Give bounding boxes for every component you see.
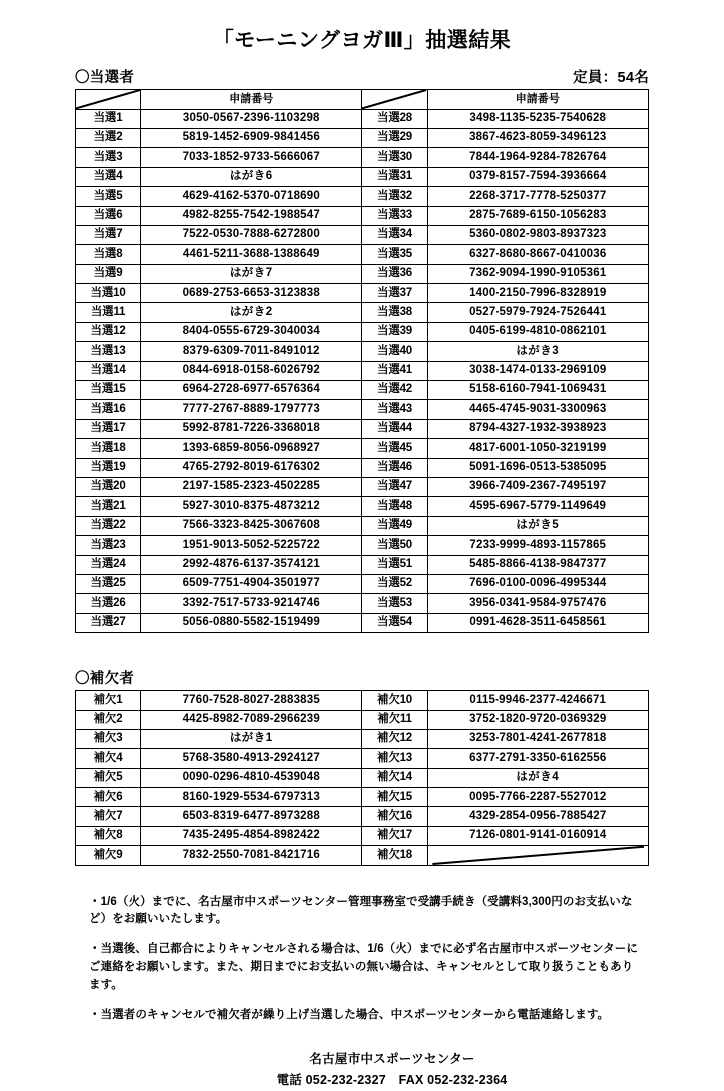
winner-left-label: 当選13: [76, 342, 141, 361]
winner-right-label: 当選35: [362, 245, 427, 264]
winner-left-label: 当選22: [76, 516, 141, 535]
winner-right-value: はがき3: [427, 342, 648, 361]
waitlist-right-label: 補欠16: [362, 807, 427, 826]
table-row: [76, 342, 649, 361]
table-row: [76, 361, 649, 380]
waitlist-left-value: 6503-8319-6477-8973288: [141, 807, 362, 826]
table-row: [76, 613, 649, 632]
winner-left-value: 7033-1852-9733-5666067: [141, 148, 362, 167]
note-item: ・1/6（火）までに、名古屋市中スポーツセンター管理事務室で受講手続き（受講料3,300円のお支払いなど）をお願いいたします。: [89, 895, 633, 926]
winner-left-value: 6964-2728-6977-6576364: [141, 381, 362, 400]
winner-right-value: 0527-5979-7924-7526441: [427, 303, 648, 322]
winner-left-value: 0689-2753-6653-3123838: [141, 284, 362, 303]
waitlist-right-label: 補欠11: [362, 710, 427, 729]
waitlist-left-value: 7435-2495-4854-8982422: [141, 826, 362, 845]
winner-right-value: 5091-1696-0513-5385095: [427, 458, 648, 477]
winner-left-value: 7522-0530-7888-6272800: [141, 225, 362, 244]
winner-left-label: 当選12: [76, 322, 141, 341]
waitlist-right-value: 4329-2854-0956-7885427: [427, 807, 648, 826]
winner-left-label: 当選25: [76, 574, 141, 593]
waitlist-left-label: 補欠2: [76, 710, 141, 729]
table-row: [76, 381, 649, 400]
table-row: [76, 536, 649, 555]
winner-right-value: 3498-1135-5235-7540628: [427, 109, 648, 128]
table-row: [76, 187, 649, 206]
winner-left-value: 5992-8781-7226-3368018: [141, 419, 362, 438]
winners-table-header-row: [76, 90, 649, 109]
winner-left-value: はがき2: [141, 303, 362, 322]
winner-left-label: 当選24: [76, 555, 141, 574]
page-title: 「モーニングヨガⅢ」抽選結果: [212, 29, 512, 52]
table-row: [76, 400, 649, 419]
winner-right-label: 当選44: [362, 419, 427, 438]
header-slash-cell-right: [362, 90, 427, 109]
waitlist-left-value: 5768-3580-4913-2924127: [141, 749, 362, 768]
winner-left-label: 当選19: [76, 458, 141, 477]
waitlist-left-value: 7760-7528-8027-2883835: [141, 691, 362, 710]
winner-left-value: 4982-8255-7542-1988547: [141, 206, 362, 225]
waitlist-left-label: 補欠3: [76, 729, 141, 748]
table-row: [76, 109, 649, 128]
table-row: [76, 729, 649, 748]
winner-right-label: 当選50: [362, 536, 427, 555]
table-row: [76, 148, 649, 167]
winner-left-value: 2992-4876-6137-3574121: [141, 555, 362, 574]
winners-heading: 〇当選者: [75, 70, 135, 87]
winner-left-value: 8404-0555-6729-3040034: [141, 322, 362, 341]
table-row: [76, 419, 649, 438]
table-row: [76, 225, 649, 244]
winner-right-label: 当選53: [362, 594, 427, 613]
winner-left-label: 当選11: [76, 303, 141, 322]
winner-right-label: 当選51: [362, 555, 427, 574]
winner-right-label: 当選42: [362, 381, 427, 400]
winner-right-label: 当選39: [362, 322, 427, 341]
winner-left-value: 3050-0567-2396-1103298: [141, 109, 362, 128]
waitlist-section-header: [75, 667, 649, 688]
waitlist-right-label: 補欠10: [362, 691, 427, 710]
waitlist-left-value: 7832-2550-7081-8421716: [141, 846, 362, 865]
winner-left-label: 当選9: [76, 264, 141, 283]
winner-right-value: 4465-4745-9031-3300963: [427, 400, 648, 419]
table-row: [76, 284, 649, 303]
winner-left-label: 当選1: [76, 109, 141, 128]
winner-right-label: 当選48: [362, 497, 427, 516]
winner-right-label: 当選38: [362, 303, 427, 322]
table-row: [76, 458, 649, 477]
winner-left-label: 当選4: [76, 167, 141, 186]
table-row: [76, 749, 649, 768]
note-item: ・当選後、自己都合によりキャンセルされる場合は、1/6（火）までに必ず名古屋市中スポーツセンターにご連絡をお願いします。また、期日までにお支払いの無い場合は、キャンセルとして取り扱うこともあります。: [89, 943, 638, 991]
winner-right-label: 当選49: [362, 516, 427, 535]
table-row: [76, 574, 649, 593]
table-row: [76, 691, 649, 710]
winner-right-label: 当選36: [362, 264, 427, 283]
winner-left-label: 当選6: [76, 206, 141, 225]
winner-right-value: 7233-9999-4893-1157865: [427, 536, 648, 555]
winner-right-value: 7696-0100-0096-4995344: [427, 574, 648, 593]
winner-right-label: 当選45: [362, 439, 427, 458]
winner-right-label: 当選30: [362, 148, 427, 167]
waitlist-right-label: 補欠15: [362, 788, 427, 807]
winner-right-value: 5158-6160-7941-1069431: [427, 381, 648, 400]
winner-left-label: 当選15: [76, 381, 141, 400]
table-row: [76, 768, 649, 787]
table-row: [76, 264, 649, 283]
table-row: [76, 710, 649, 729]
winner-left-value: はがき6: [141, 167, 362, 186]
table-row: [76, 788, 649, 807]
winner-left-value: 0844-6918-0158-6026792: [141, 361, 362, 380]
waitlist-right-value: 3253-7801-4241-2677818: [427, 729, 648, 748]
winner-left-label: 当選14: [76, 361, 141, 380]
winner-left-value: 5819-1452-6909-9841456: [141, 128, 362, 147]
winner-left-value: 3392-7517-5733-9214746: [141, 594, 362, 613]
table-row: [76, 303, 649, 322]
winner-left-value: 6509-7751-4904-3501977: [141, 574, 362, 593]
waitlist-right-label: 補欠12: [362, 729, 427, 748]
winner-right-label: 当選52: [362, 574, 427, 593]
winner-right-value: 7362-9094-1990-9105361: [427, 264, 648, 283]
waitlist-left-value: 4425-8982-7089-2966239: [141, 710, 362, 729]
winner-right-value: 2875-7689-6150-1056283: [427, 206, 648, 225]
winner-left-value: 5927-3010-8375-4873212: [141, 497, 362, 516]
winner-left-label: 当選16: [76, 400, 141, 419]
table-row: [76, 594, 649, 613]
capacity-label: 定員：54名: [573, 70, 649, 87]
winners-column-header-right: 申請番号: [427, 90, 648, 109]
waitlist-right-value: [427, 846, 648, 865]
waitlist-left-label: 補欠9: [76, 846, 141, 865]
table-row: [76, 128, 649, 147]
waitlist-left-value: 0090-0296-4810-4539048: [141, 768, 362, 787]
winner-right-value: 6327-8680-8667-0410036: [427, 245, 648, 264]
winner-left-label: 当選5: [76, 187, 141, 206]
waitlist-left-label: 補欠6: [76, 788, 141, 807]
winner-right-value: 3867-4623-8059-3496123: [427, 128, 648, 147]
winner-right-label: 当選46: [362, 458, 427, 477]
winner-right-value: 3038-1474-0133-2969109: [427, 361, 648, 380]
winner-right-value: 8794-4327-1932-3938923: [427, 419, 648, 438]
waitlist-right-label: 補欠13: [362, 749, 427, 768]
winner-right-value: 2268-3717-7778-5250377: [427, 187, 648, 206]
winner-right-label: 当選43: [362, 400, 427, 419]
winner-left-label: 当選18: [76, 439, 141, 458]
winner-right-label: 当選31: [362, 167, 427, 186]
footer-block: [75, 1049, 649, 1091]
winner-right-value: 0379-8157-7594-3936664: [427, 167, 648, 186]
winner-left-label: 当選27: [76, 613, 141, 632]
waitlist-left-value: はがき1: [141, 729, 362, 748]
winner-left-label: 当選8: [76, 245, 141, 264]
table-row: [76, 167, 649, 186]
winner-right-label: 当選32: [362, 187, 427, 206]
waitlist-right-value: 0115-9946-2377-4246671: [427, 691, 648, 710]
table-row: [76, 826, 649, 845]
winner-right-label: 当選54: [362, 613, 427, 632]
notes-block: [75, 894, 649, 1025]
winner-right-label: 当選34: [362, 225, 427, 244]
winner-right-value: 0405-6199-4810-0862101: [427, 322, 648, 341]
winner-left-label: 当選7: [76, 225, 141, 244]
table-row: [76, 478, 649, 497]
winners-section-header: [75, 66, 649, 87]
winners-table: [75, 89, 649, 633]
waitlist-left-value: 8160-1929-5534-6797313: [141, 788, 362, 807]
winner-left-value: はがき7: [141, 264, 362, 283]
winner-right-value: 7844-1964-9284-7826764: [427, 148, 648, 167]
waitlist-left-label: 補欠7: [76, 807, 141, 826]
winner-left-label: 当選2: [76, 128, 141, 147]
winner-right-label: 当選47: [362, 478, 427, 497]
waitlist-right-label: 補欠14: [362, 768, 427, 787]
winner-left-label: 当選17: [76, 419, 141, 438]
winner-right-value: 0991-4628-3511-6458561: [427, 613, 648, 632]
winner-right-label: 当選28: [362, 109, 427, 128]
waitlist-heading: 〇補欠者: [75, 671, 135, 688]
table-row: [76, 245, 649, 264]
table-row: [76, 206, 649, 225]
note-item: ・当選者のキャンセルで補欠者が繰り上げ当選した場合、中スポーツセンターから電話連絡します。: [89, 1008, 610, 1021]
winner-left-label: 当選20: [76, 478, 141, 497]
winner-right-label: 当選40: [362, 342, 427, 361]
winner-left-label: 当選23: [76, 536, 141, 555]
winner-right-value: 5360-0802-9803-8937323: [427, 225, 648, 244]
winner-right-value: はがき5: [427, 516, 648, 535]
winner-right-value: 4595-6967-5779-1149649: [427, 497, 648, 516]
waitlist-right-value: 0095-7766-2287-5527012: [427, 788, 648, 807]
waitlist-left-label: 補欠8: [76, 826, 141, 845]
footer-contact: 電話 052-232-2327 FAX 052-232-2364: [276, 1072, 508, 1087]
winner-left-value: 7777-2767-8889-1797773: [141, 400, 362, 419]
winner-left-label: 当選21: [76, 497, 141, 516]
table-row: [76, 497, 649, 516]
table-row: [76, 322, 649, 341]
winner-left-label: 当選3: [76, 148, 141, 167]
waitlist-right-value: はがき4: [427, 768, 648, 787]
winner-left-value: 1951-9013-5052-5225722: [141, 536, 362, 555]
winner-right-label: 当選29: [362, 128, 427, 147]
waitlist-left-label: 補欠5: [76, 768, 141, 787]
winner-left-label: 当選10: [76, 284, 141, 303]
winner-right-value: 1400-2150-7996-8328919: [427, 284, 648, 303]
waitlist-left-label: 補欠1: [76, 691, 141, 710]
waitlist-right-value: 6377-2791-3350-6162556: [427, 749, 648, 768]
winner-right-value: 5485-8866-4138-9847377: [427, 555, 648, 574]
winner-right-label: 当選37: [362, 284, 427, 303]
winner-right-label: 当選41: [362, 361, 427, 380]
table-row: [76, 846, 649, 865]
winner-right-label: 当選33: [362, 206, 427, 225]
winner-right-value: 3956-0341-9584-9757476: [427, 594, 648, 613]
winner-left-value: 4461-5211-3688-1388649: [141, 245, 362, 264]
waitlist-right-value: 7126-0801-9141-0160914: [427, 826, 648, 845]
header-slash-cell-left: [76, 90, 141, 109]
table-row: [76, 439, 649, 458]
winner-left-value: 5056-0880-5582-1519499: [141, 613, 362, 632]
winner-left-value: 4765-2792-8019-6176302: [141, 458, 362, 477]
waitlist-right-label: 補欠17: [362, 826, 427, 845]
table-row: [76, 516, 649, 535]
winner-right-value: 4817-6001-1050-3219199: [427, 439, 648, 458]
winner-left-value: 7566-3323-8425-3067608: [141, 516, 362, 535]
winner-right-value: 3966-7409-2367-7495197: [427, 478, 648, 497]
waitlist-left-label: 補欠4: [76, 749, 141, 768]
winner-left-value: 1393-6859-8056-0968927: [141, 439, 362, 458]
waitlist-right-value: 3752-1820-9720-0369329: [427, 710, 648, 729]
table-row: [76, 555, 649, 574]
winner-left-value: 2197-1585-2323-4502285: [141, 478, 362, 497]
footer-organization: 名古屋市中スポーツセンター: [309, 1051, 475, 1066]
winner-left-value: 4629-4162-5370-0718690: [141, 187, 362, 206]
waitlist-right-label: 補欠18: [362, 846, 427, 865]
table-row: [76, 807, 649, 826]
winner-left-value: 8379-6309-7011-8491012: [141, 342, 362, 361]
waitlist-table: [75, 690, 649, 866]
winners-column-header-left: 申請番号: [141, 90, 362, 109]
winner-left-label: 当選26: [76, 594, 141, 613]
